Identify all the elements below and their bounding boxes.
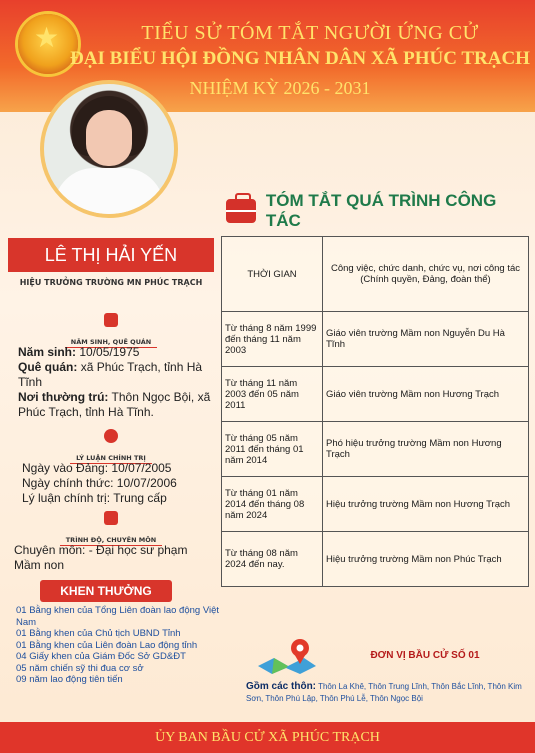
major-value: - Đại học sư phạm Mầm non (14, 543, 188, 572)
awards-heading: KHEN THƯỞNG (40, 580, 172, 602)
table-row (222, 422, 529, 477)
graduation-cap-icon (104, 511, 118, 525)
work-history-table (221, 236, 529, 587)
candidate-role: HIỆU TRƯỞNG TRƯỜNG MN PHÚC TRẠCH (19, 278, 203, 287)
award-item: 04 Giấy khen của Giám Đốc Sở GD&ĐT (16, 651, 186, 662)
calendar-icon (104, 313, 118, 327)
villages-label: Gồm các thôn: (246, 681, 317, 692)
position-cell: Phó hiệu trưởng trường Mầm non Hương Trạch (323, 422, 529, 477)
theory-label: Lý luận chính trị: (22, 491, 111, 505)
table-row (222, 477, 529, 532)
award-item: 09 năm lao động tiên tiến (16, 674, 123, 685)
time-cell: Từ tháng 08 năm 2024 đến nay. (222, 532, 323, 587)
table-row (222, 367, 529, 422)
residence-label: Nơi thường trú: (18, 390, 109, 404)
party-icon (104, 429, 118, 443)
theory-value: Trung cấp (113, 491, 167, 505)
position-header: Công việc, chức danh, chức vụ, nơi công tác (Chính quyền, Đảng, đoàn thể) (323, 237, 529, 312)
candidate-photo (40, 80, 178, 218)
residence-value: Thôn Ngọc Bội, xã Phúc Trạch, tỉnh Hà Tĩnh. (18, 390, 211, 419)
work-section-title (226, 191, 535, 230)
position-cell: Hiệu trưởng trường Mầm non Phúc Trạch (323, 532, 529, 587)
candidate-name: LÊ THỊ HẢI YẾN (8, 238, 214, 272)
award-item: 01 Bằng khen của Tổng Liên đoàn lao động Việt Nam (16, 605, 220, 628)
home-value: xã Phúc Trạch, tỉnh Hà Tĩnh (18, 360, 203, 389)
villages-info (246, 681, 531, 705)
table-row (222, 532, 529, 587)
national-emblem-icon: ★ (18, 14, 78, 74)
major-label: Chuyên môn: (14, 543, 86, 557)
award-item: 01 Bằng khen của Liên đoàn Lao động tỉnh (16, 639, 198, 651)
time-cell: Từ tháng 8 năm 1999 đến tháng 11 năm 2003 (222, 312, 323, 367)
table-header-row (222, 237, 529, 312)
home-label: Quê quán: (18, 360, 78, 374)
education-heading (8, 511, 214, 546)
villages-value: Thôn La Khê, Thôn Trung Lĩnh, Thôn Bắc Lĩnh, Thôn Kim Sơn, Thôn Phú Lập, Thôn Phú Lễ, Thôn Ngọc Bội (246, 682, 522, 703)
time-cell: Từ tháng 11 năm 2003 đến 05 năm 2011 (222, 367, 323, 422)
dob-label: Năm sinh: (18, 345, 77, 359)
time-cell: Từ tháng 01 năm 2014 đến tháng 08 năm 2024 (222, 477, 323, 532)
position-cell: Giáo viên trường Mầm non Hương Trạch (323, 367, 529, 422)
birth-heading (8, 313, 214, 348)
join-value: 10/07/2005 (111, 461, 172, 475)
education-info (14, 543, 214, 573)
map-pin-icon (256, 636, 318, 676)
awards-list (16, 605, 221, 686)
birth-info (18, 345, 218, 420)
birth-heading-label: NĂM SINH, QUÊ QUÁN (65, 338, 158, 348)
district-title: ĐƠN VỊ BẦU CỬ SỐ 01 (370, 650, 480, 661)
official-value: 10/07/2006 (116, 476, 177, 490)
briefcase-icon (226, 199, 256, 223)
politics-heading (8, 429, 214, 464)
politics-info (22, 461, 222, 506)
education-heading-label: TRÌNH ĐỘ, CHUYÊN MÔN (60, 536, 162, 546)
politics-heading-label: LÝ LUẬN CHÍNH TRỊ (70, 454, 152, 464)
award-item: 01 Bằng khen của Chủ tịch UBND Tỉnh (16, 628, 181, 639)
header-line-1: TIỂU SỬ TÓM TẮT NGƯỜI ỨNG CỬ (141, 22, 479, 44)
award-item: 05 năm chiến sỹ thi đua cơ sở (16, 662, 144, 674)
work-section-label: TÓM TẮT QUÁ TRÌNH CÔNG TÁC (265, 191, 497, 230)
time-header: THỜI GIAN (222, 237, 323, 312)
dob-value: 10/05/1975 (79, 345, 140, 359)
official-label: Ngày chính thức: (22, 476, 114, 490)
time-cell: Từ tháng 05 năm 2011 đến tháng 01 năm 2014 (222, 422, 323, 477)
header-line-2: ĐẠI BIỂU HỘI ĐỒNG NHÂN DÂN XÃ PHÚC TRẠCH (70, 48, 530, 69)
header-line-3: NHIỆM KỲ 2026 - 2031 (189, 78, 371, 98)
position-cell: Hiệu trưởng trường Mầm non Hương Trạch (323, 477, 529, 532)
position-cell: Giáo viên trường Mầm non Nguyễn Du Hà Tĩnh (323, 312, 529, 367)
join-label: Ngày vào Đảng: (22, 461, 109, 475)
footer-banner: ỦY BAN BẦU CỬ XÃ PHÚC TRẠCH (0, 722, 535, 753)
table-row (222, 312, 529, 367)
